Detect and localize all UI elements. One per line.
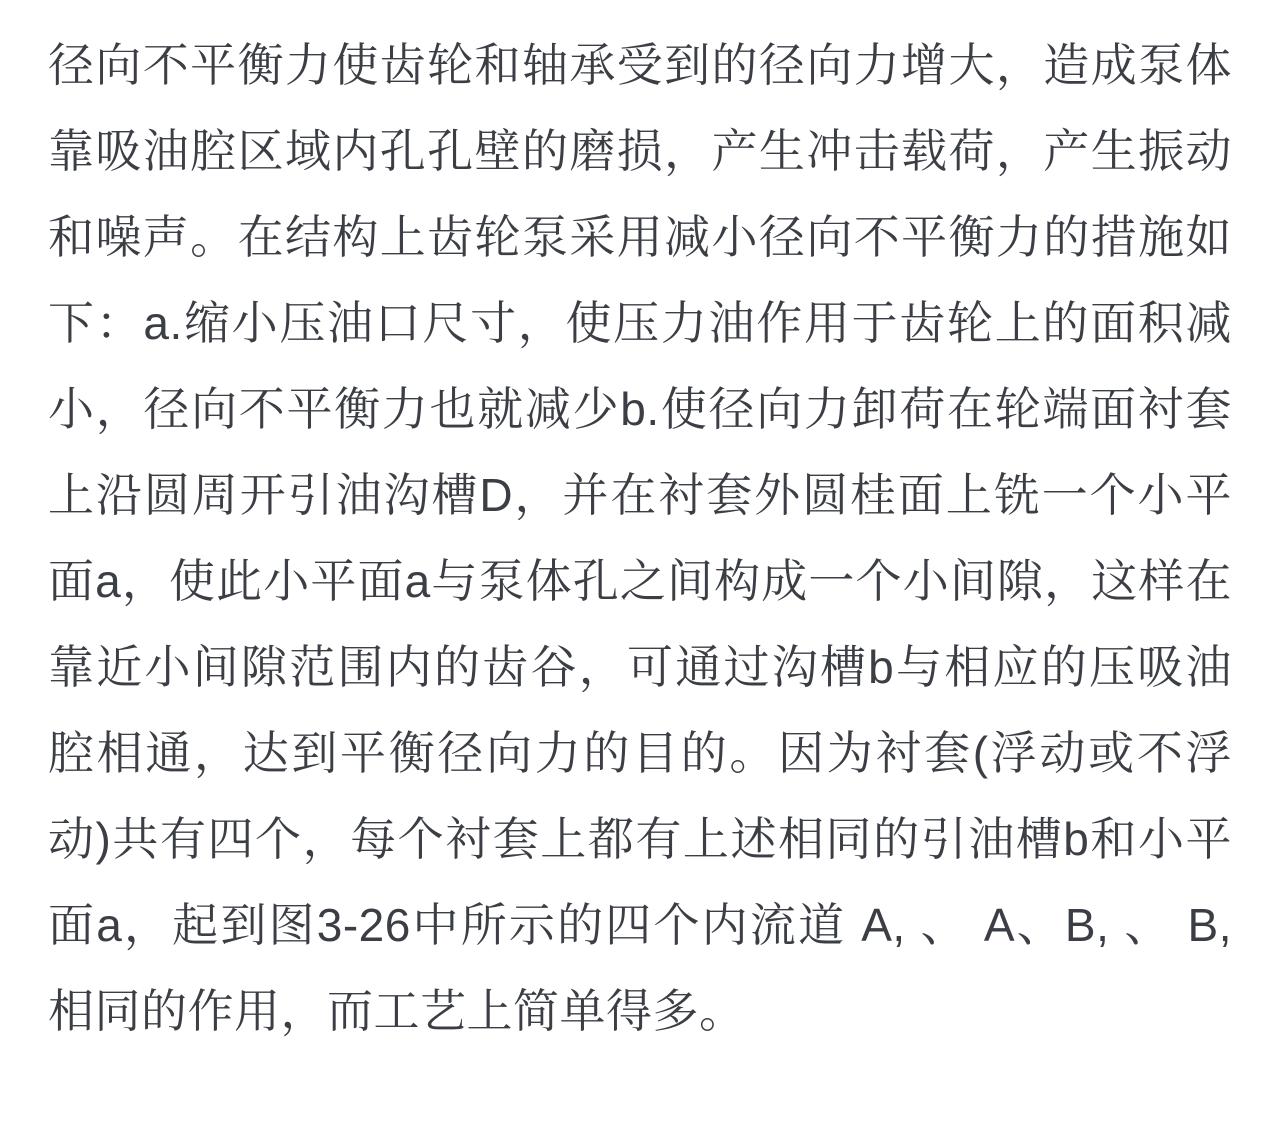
body-paragraph: 径向不平衡力使齿轮和轴承受到的径向力增大，造成泵体靠吸油腔区域内孔孔壁的磨损，产生冲击载荷，产生振动和噪声。在结构上齿轮泵采用减小径向不平衡力的措施如下：a.缩小压油口尺寸，使压力油作用于齿轮上的面积减小，径向不平衡力也就减少b.使径向力卸荷在轮端面衬套上沿圆周开引油沟槽D，并在衬套外圆桂面上铣一个小平面a，使此小平面a与泵体孔之间构成一个小间隙，这样在靠近小间隙范围内的齿谷，可通过沟槽b与相应的压吸油腔相通，达到平衡径向力的目的。因为衬套(浮动或不浮动)共有四个，每个衬套上都有上述相同的引油槽b和小平面a，起到图3-26中所示的四个内流道 A, 、 A、B, 、 B,相同的作用，而工艺上简单得多。 [48, 39, 1232, 1037]
